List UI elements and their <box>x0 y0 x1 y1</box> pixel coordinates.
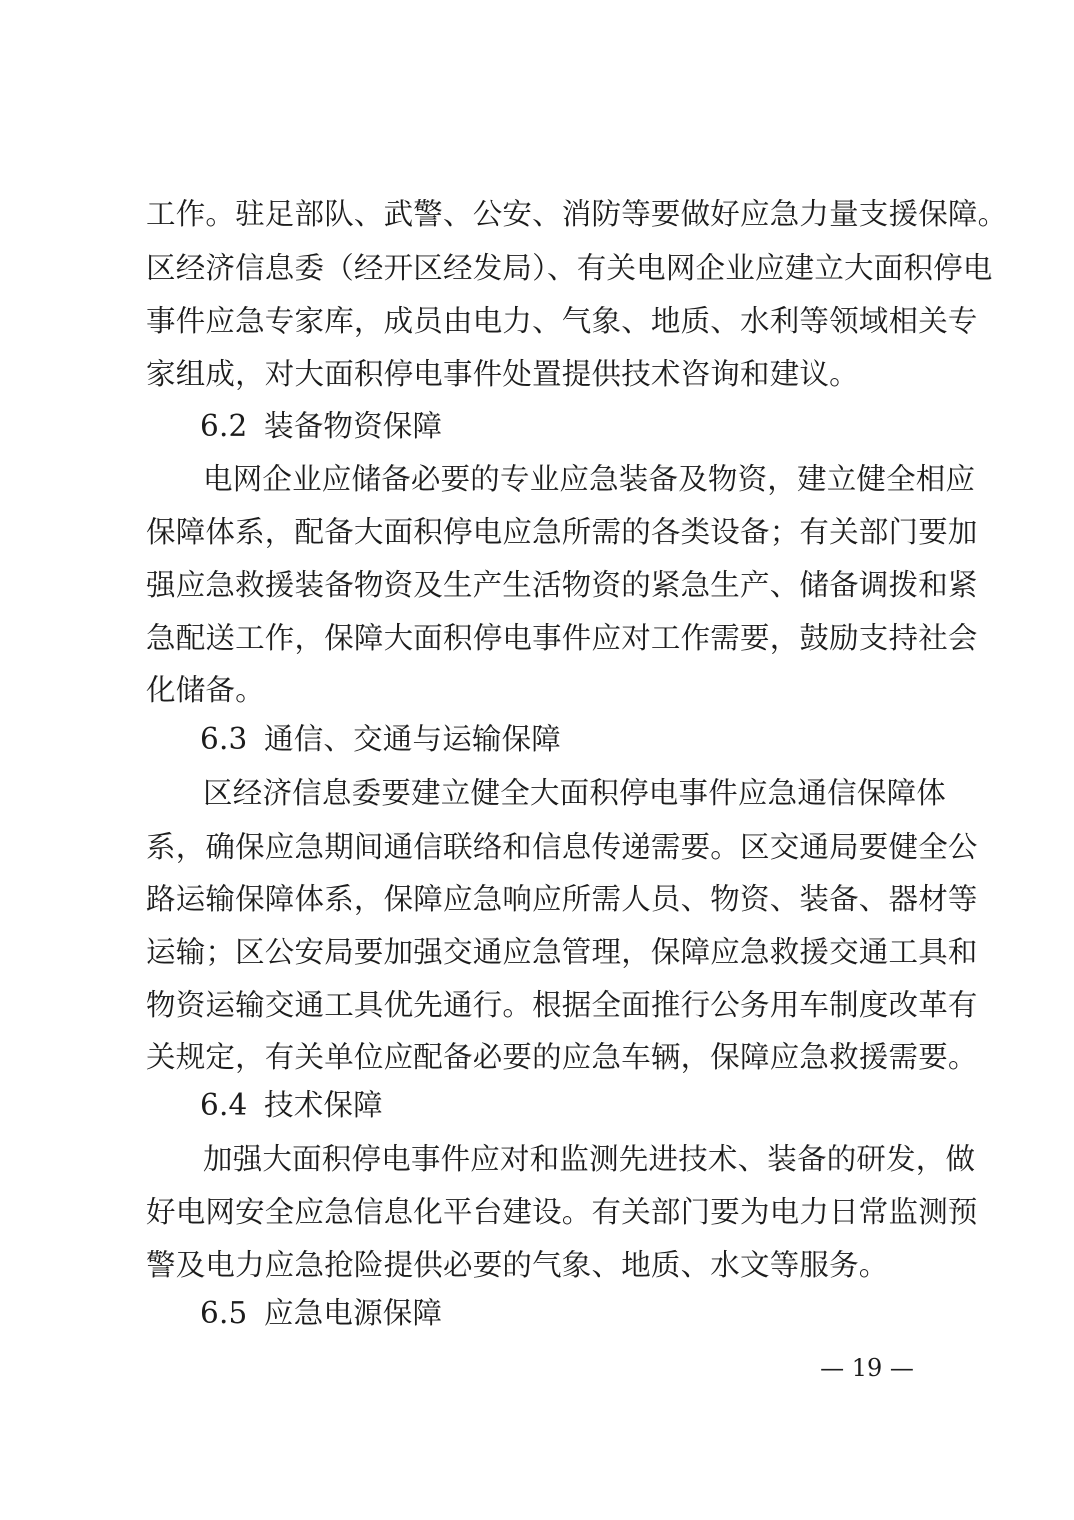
text-line: 事件应急专家库，成员由电力、气象、地质、水利等领域相关专 <box>146 304 978 338</box>
text-line: 强应急救援装备物资及生产生活物资的紧急生产、储备调拨和紧 <box>146 568 978 602</box>
section-title: 装备物资保障 <box>264 409 443 443</box>
section-number: 6.3 <box>200 722 248 756</box>
text-line: 家组成，对大面积停电事件处置提供技术咨询和建议。 <box>146 357 859 391</box>
section-number: 6.2 <box>200 409 248 443</box>
text-line: 运输；区公安局要加强交通应急管理，保障应急救援交通工具和 <box>146 935 978 969</box>
text-line: 工作。驻足部队、武警、公安、消防等要做好应急力量支援保障。 <box>146 197 1008 231</box>
section-heading-6-3 <box>200 719 900 759</box>
text-line: 加强大面积停电事件应对和监测先进技术、装备的研发，做 <box>203 1142 976 1176</box>
text-line: 物资运输交通工具优先通行。根据全面推行公务用车制度改革有 <box>146 988 978 1022</box>
text-line: 急配送工作，保障大面积停电事件应对工作需要，鼓励支持社会 <box>146 621 978 655</box>
text-line: 关规定，有关单位应配备必要的应急车辆，保障应急救援需要。 <box>146 1040 978 1074</box>
page-number: — 19 — <box>820 1354 914 1382</box>
text-line: 电网企业应储备必要的专业应急装备及物资，建立健全相应 <box>203 462 976 496</box>
section-heading-6-5 <box>200 1293 900 1333</box>
section-number: 6.5 <box>200 1296 248 1330</box>
text-line: 警及电力应急抢险提供必要的气象、地质、水文等服务。 <box>146 1248 889 1282</box>
section-title: 通信、交通与运输保障 <box>264 722 562 756</box>
text-line: 好电网安全应急信息化平台建设。有关部门要为电力日常监测预 <box>146 1195 978 1229</box>
section-heading-6-2 <box>200 406 900 446</box>
text-line: 路运输保障体系，保障应急响应所需人员、物资、装备、器材等 <box>146 882 978 916</box>
section-title: 技术保障 <box>264 1088 383 1122</box>
text-line: 保障体系，配备大面积停电应急所需的各类设备；有关部门要加 <box>146 515 978 549</box>
section-title: 应急电源保障 <box>264 1296 443 1330</box>
section-number: 6.4 <box>200 1088 248 1122</box>
section-heading-6-4 <box>200 1085 900 1125</box>
text-line: 区经济信息委要建立健全大面积停电事件应急通信保障体 <box>203 776 946 810</box>
text-line: 化储备。 <box>146 673 265 707</box>
text-line: 系，确保应急期间通信联络和信息传递需要。区交通局要健全公 <box>146 830 978 864</box>
text-line: 区经济信息委（经开区经发局）、有关电网企业应建立大面积停电 <box>146 251 993 285</box>
